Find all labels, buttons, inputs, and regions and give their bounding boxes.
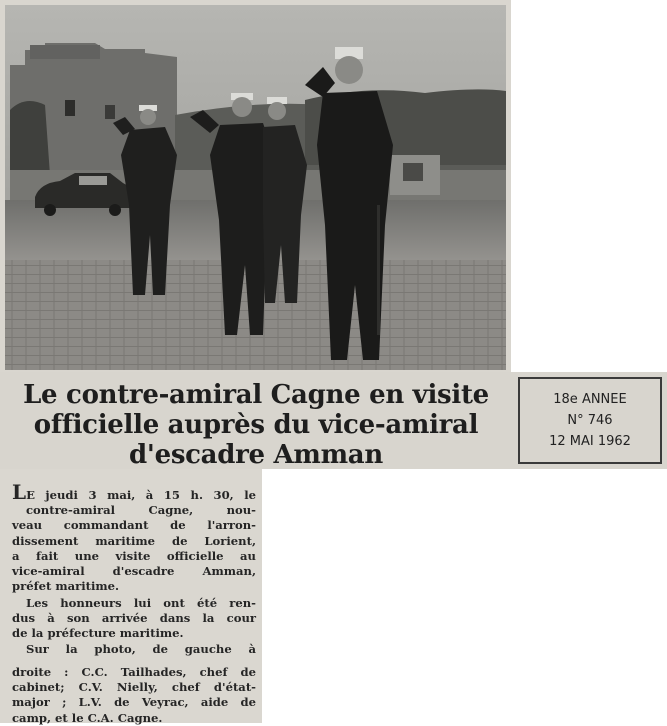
issue-info-box: [518, 377, 662, 464]
headline-line-2: officielle auprès du vice-amiral: [33, 410, 479, 440]
issue-year: 18e ANNEE: [553, 392, 627, 407]
paragraph-line: E jeudi 3 mai, à 15 h. 30, le: [26, 488, 256, 502]
article-paragraph-3: [12, 665, 256, 726]
paragraph-line: droite : C.C. Tailhades, chef de: [12, 665, 256, 679]
paragraph-line: Sur la photo, de gauche à: [26, 641, 256, 656]
paragraph-line: cabinet; C.V. Nielly, chef d'état-: [12, 680, 256, 695]
headline-line-3: d'escadre Amman: [129, 440, 383, 470]
paragraph-line: Les honneurs lui ont été ren-: [26, 596, 256, 610]
paragraph-line: dissement maritime de Lorient,: [12, 533, 256, 548]
paragraph-line: veau commandant de l'arron-: [12, 518, 256, 533]
issue-number: N° 746: [567, 413, 613, 428]
paragraph-line: vice-amiral d'escadre Amman,: [12, 564, 256, 579]
dropcap-letter: L: [12, 480, 27, 504]
article-headline: [0, 380, 512, 470]
paragraph-line: major ; L.V. de Veyrac, aide de: [12, 695, 256, 710]
paragraph-line: a fait une visite officielle au: [12, 548, 256, 563]
paragraph-line: préfet maritime.: [12, 579, 120, 594]
article-paragraph-2: [12, 596, 256, 657]
paragraph-line: contre-amiral Cagne, nou-: [26, 503, 256, 518]
headline-line-1: Le contre-amiral Cagne en visite: [23, 380, 489, 410]
paragraph-line: camp, et le C.A. Cagne.: [12, 710, 163, 725]
paragraph-line: de la préfecture maritime.: [12, 626, 184, 641]
issue-date: 12 MAI 1962: [549, 434, 631, 449]
paragraph-line: dus à son arrivée dans la cour: [12, 611, 256, 626]
article-photo: [5, 5, 506, 370]
article-paragraph-1: [12, 480, 256, 594]
